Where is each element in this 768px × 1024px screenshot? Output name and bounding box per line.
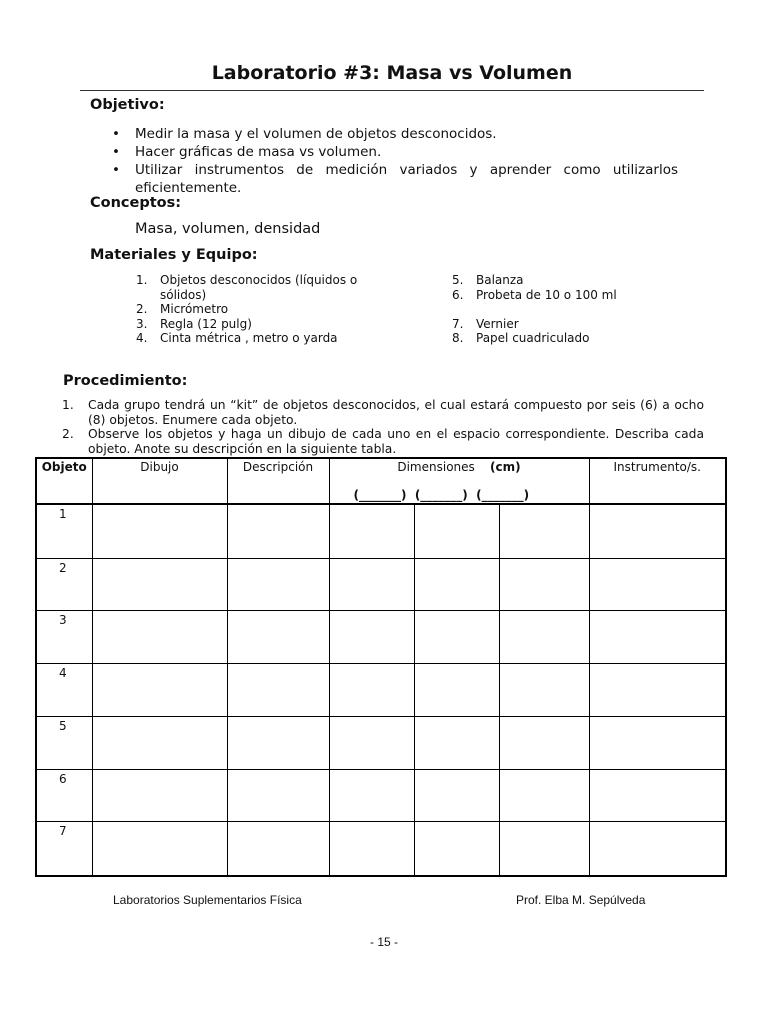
- cell-dibujo[interactable]: [92, 664, 227, 717]
- cell-dim1[interactable]: [329, 822, 414, 876]
- table-row: [36, 664, 726, 717]
- cell-dim1[interactable]: [329, 769, 414, 822]
- table-row: [36, 822, 726, 876]
- footer-left: Laboratorios Suplementarios Física: [113, 893, 302, 907]
- row-number: 3: [36, 611, 92, 664]
- header-instrumento: Instrumento/s.: [589, 458, 726, 504]
- cell-dim2[interactable]: [414, 504, 499, 558]
- row-number: 2: [36, 558, 92, 611]
- objetivo-list: [108, 125, 678, 197]
- cell-dibujo[interactable]: [92, 558, 227, 611]
- cell-dim3[interactable]: [499, 558, 589, 611]
- cell-dim1[interactable]: [329, 716, 414, 769]
- cell-instrumento[interactable]: [589, 504, 726, 558]
- procedimiento-heading: Procedimiento:: [63, 373, 188, 389]
- procedimiento-item: 1. Cada grupo tendrá un “kit” de objetos desconocidos, el cual estará compuesto por seis (6) a ocho (8) objetos. Enumere cada objeto.: [62, 398, 704, 427]
- procedimiento-list: [62, 398, 704, 456]
- cell-dim2[interactable]: [414, 558, 499, 611]
- cell-dim3[interactable]: [499, 611, 589, 664]
- objetivo-item: • Utilizar instrumentos de medición variados y aprender como utilizarlos eficientemente.: [108, 161, 678, 197]
- material-item: 7. Vernier: [452, 316, 519, 331]
- cell-descripcion[interactable]: [227, 664, 329, 717]
- dimensiones-label: Dimensiones: [397, 460, 475, 474]
- conceptos-heading: Conceptos:: [90, 195, 182, 211]
- row-number: 6: [36, 769, 92, 822]
- header-descripcion: Descripción: [227, 458, 329, 504]
- cell-dim3[interactable]: [499, 716, 589, 769]
- objetivo-item: • Hacer gráficas de masa vs volumen.: [108, 143, 678, 161]
- objetivo-heading: Objetivo:: [90, 97, 165, 113]
- cell-descripcion[interactable]: [227, 558, 329, 611]
- cell-dim2[interactable]: [414, 769, 499, 822]
- cell-descripcion[interactable]: [227, 822, 329, 876]
- cell-dim3[interactable]: [499, 504, 589, 558]
- page-number: - 15 -: [369, 935, 398, 949]
- conceptos-text: Masa, volumen, densidad: [135, 221, 321, 237]
- dimensiones-units-label: (cm): [490, 460, 521, 474]
- cell-instrumento[interactable]: [589, 611, 726, 664]
- row-number: 1: [36, 504, 92, 558]
- cell-dim2[interactable]: [414, 664, 499, 717]
- material-item: 5. Balanza: [452, 273, 524, 287]
- cell-instrumento[interactable]: [589, 822, 726, 876]
- cell-dibujo[interactable]: [92, 504, 227, 558]
- cell-dim3[interactable]: [499, 822, 589, 876]
- cell-dim1[interactable]: [329, 558, 414, 611]
- cell-descripcion[interactable]: [227, 504, 329, 558]
- cell-dim1[interactable]: [329, 611, 414, 664]
- table-header-row: [36, 458, 726, 504]
- cell-dim2[interactable]: [414, 716, 499, 769]
- cell-instrumento[interactable]: [589, 716, 726, 769]
- cell-dim2[interactable]: [414, 611, 499, 664]
- objetivo-item: • Medir la masa y el volumen de objetos desconocidos.: [108, 125, 678, 143]
- materiales-list-right: [452, 273, 702, 346]
- table-row: [36, 558, 726, 611]
- dimensiones-units-blanks: (_______) (_______) (_______): [353, 488, 530, 502]
- header-objeto: Objeto: [36, 458, 92, 504]
- material-item: 8. Papel cuadriculado: [452, 331, 590, 345]
- row-number: 4: [36, 664, 92, 717]
- table-row: [36, 769, 726, 822]
- cell-dim1[interactable]: [329, 664, 414, 717]
- procedimiento-item: 2. Observe los objetos y haga un dibujo de cada uno en el espacio correspondiente. Describa cada objeto. Anote su descripción en la siguiente tabla.: [62, 427, 704, 456]
- material-item: 1. Objetos desconocidos (líquidos o sólidos): [136, 273, 358, 302]
- cell-dim3[interactable]: [499, 664, 589, 717]
- cell-dibujo[interactable]: [92, 822, 227, 876]
- table-row: [36, 504, 726, 558]
- materiales-list-left: [136, 273, 361, 346]
- material-item: 4. Cinta métrica , metro o yarda: [136, 331, 338, 345]
- table-row: [36, 716, 726, 769]
- row-number: 5: [36, 716, 92, 769]
- row-number: 7: [36, 822, 92, 876]
- page-title: Laboratorio #3: Masa vs Volumen: [211, 62, 573, 84]
- table-row: [36, 611, 726, 664]
- cell-instrumento[interactable]: [589, 769, 726, 822]
- header-dibujo: Dibujo: [92, 458, 227, 504]
- material-item: 3. Regla (12 pulg): [136, 316, 252, 331]
- cell-dim1[interactable]: [329, 504, 414, 558]
- cell-dim3[interactable]: [499, 769, 589, 822]
- title-divider: [80, 90, 704, 91]
- cell-instrumento[interactable]: [589, 664, 726, 717]
- header-dimensiones: [329, 458, 589, 504]
- cell-dibujo[interactable]: [92, 769, 227, 822]
- cell-descripcion[interactable]: [227, 611, 329, 664]
- material-item: 6. Probeta de 10 o 100 ml: [452, 287, 617, 302]
- cell-descripcion[interactable]: [227, 769, 329, 822]
- materiales-heading: Materiales y Equipo:: [90, 247, 258, 263]
- cell-descripcion[interactable]: [227, 716, 329, 769]
- material-item: 2. Micrómetro: [136, 302, 229, 316]
- cell-dim2[interactable]: [414, 822, 499, 876]
- cell-instrumento[interactable]: [589, 558, 726, 611]
- cell-dibujo[interactable]: [92, 716, 227, 769]
- footer-right: Prof. Elba M. Sepúlveda: [516, 893, 646, 907]
- cell-dibujo[interactable]: [92, 611, 227, 664]
- data-table: [35, 457, 727, 877]
